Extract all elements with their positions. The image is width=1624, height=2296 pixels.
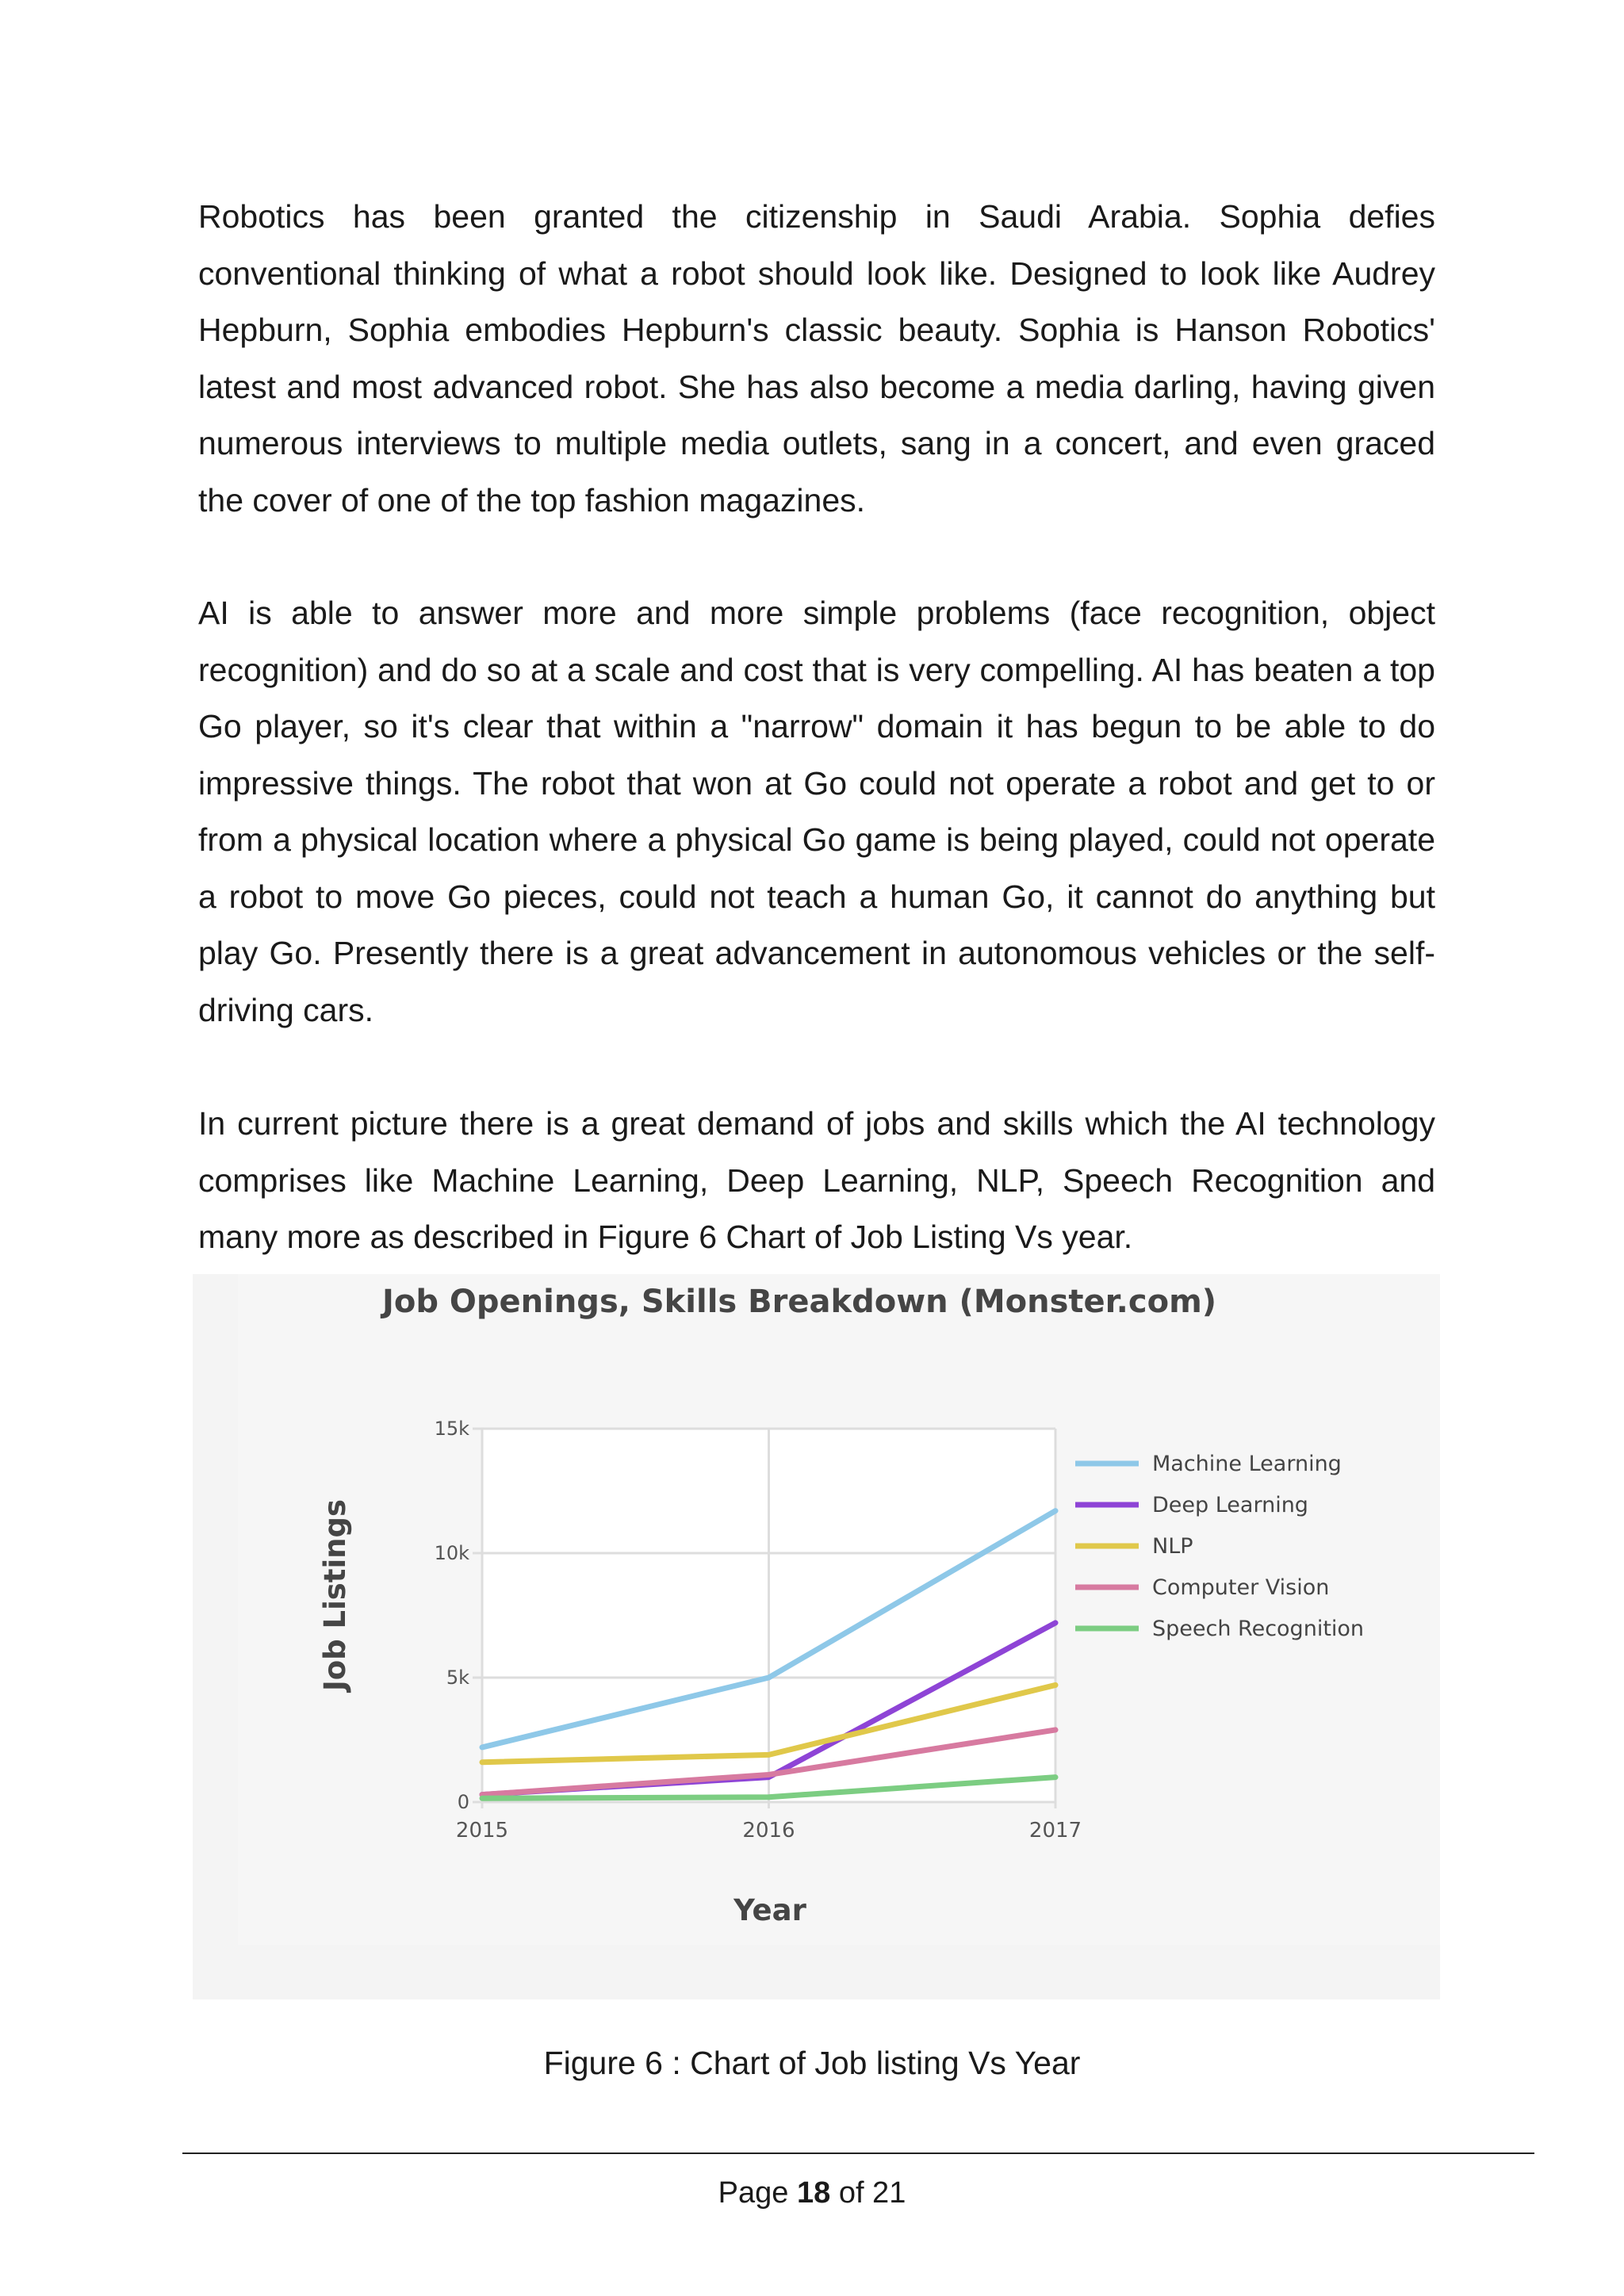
legend-label: NLP bbox=[1152, 1534, 1193, 1559]
page-prefix: Page bbox=[718, 2176, 789, 2210]
paragraph-job-demand: In current picture there is a great demand of jobs and skills which the AI technology comprises like Machine Learning, Deep Learning, NLP, Speech Recognition and many more as described in Figure 6 Chart of Job Listing Vs year. bbox=[198, 1105, 1435, 1255]
y-axis-label: Job Listings bbox=[318, 1498, 352, 1692]
x-axis-label: Year bbox=[733, 1893, 806, 1927]
page-number: 18 bbox=[796, 2176, 831, 2210]
legend-label: Computer Vision bbox=[1152, 1575, 1330, 1600]
chart-title: Job Openings, Skills Breakdown (Monster.com) bbox=[381, 1284, 1217, 1320]
paragraph-sophia: Robotics has been granted the citizenship in Saudi Arabia. Sophia defies conventional thinking of what a robot should look like. Designed to look like Audrey Hepburn, Sophia embodies Hepburn's classic beauty. Sophia is Hanson Robotics' latest and most advanced robot. She has also become a media darling, having given numerous interviews to multiple media outlets, sang in a concert, and even graced the cover of one of the top fashion magazines. bbox=[198, 198, 1435, 519]
job-listings-chart bbox=[193, 1274, 1440, 1999]
y-tick-label: 0 bbox=[457, 1791, 469, 1813]
y-tick-label: 10k bbox=[434, 1542, 469, 1564]
figure-caption: Figure 6 : Chart of Job listing Vs Year bbox=[543, 2045, 1081, 2081]
figure-6 bbox=[193, 1274, 1440, 1999]
page-total: of 21 bbox=[838, 2176, 906, 2210]
footer-divider bbox=[182, 2152, 1534, 2154]
page-footer bbox=[0, 2172, 1624, 2214]
plot-grid bbox=[473, 1429, 1055, 1808]
y-tick-label: 5k bbox=[446, 1667, 469, 1689]
paragraph-ai-go: AI is able to answer more and more simple problems (face recognition, object recognition) and do so at a scale and cost that is very compelling. AI has beaten a top Go player, so it's clear that within a "narrow" domain it has begun to be able to do impressive things. The robot that won at Go could not operate a robot and get to or from a physical location where a physical Go game is being played, could not operate a robot to move Go pieces, could not teach a human Go, it cannot do anything but play Go. Presently there is a great advancement in autonomous vehicles or the self-driving cars. bbox=[198, 595, 1435, 1028]
chart-legend bbox=[1075, 1452, 1364, 1641]
x-tick-label: 2017 bbox=[1028, 1819, 1082, 1843]
x-tick-label: 2016 bbox=[742, 1819, 795, 1843]
y-tick-label: 15k bbox=[434, 1418, 469, 1440]
legend-label: Deep Learning bbox=[1152, 1493, 1308, 1517]
x-tick-label: 2015 bbox=[455, 1819, 509, 1843]
legend-label: Machine Learning bbox=[1152, 1452, 1342, 1476]
legend-label: Speech Recognition bbox=[1152, 1617, 1365, 1641]
